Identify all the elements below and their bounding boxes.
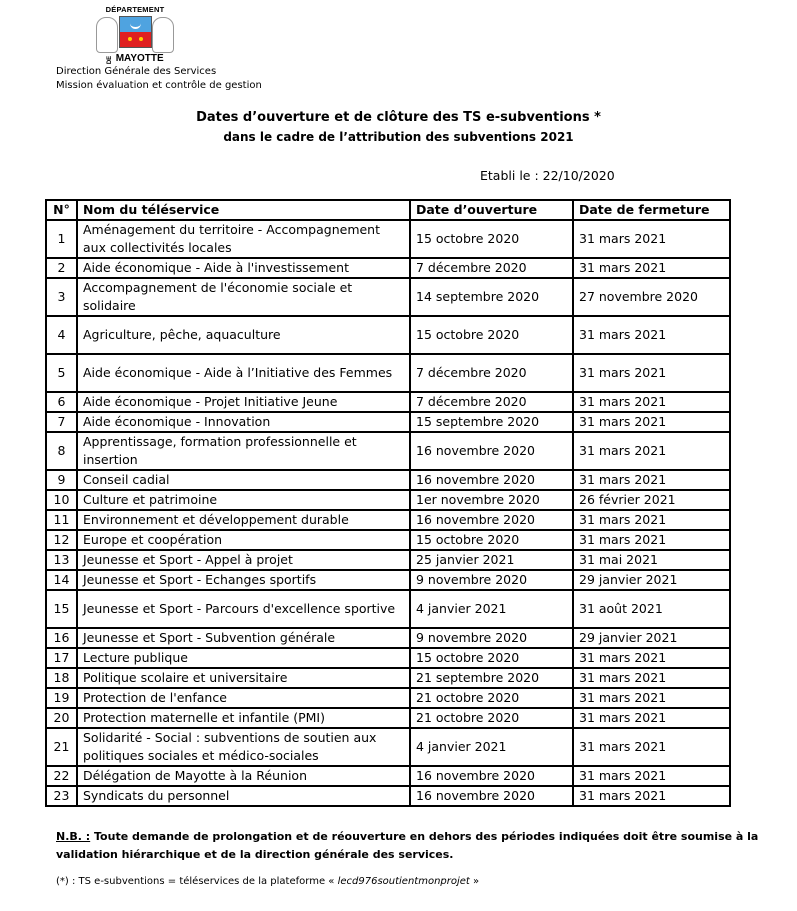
row-number: 19 bbox=[46, 688, 77, 708]
row-close-date: 31 mars 2021 bbox=[573, 648, 730, 668]
row-number: 12 bbox=[46, 530, 77, 550]
row-close-date: 31 mars 2021 bbox=[573, 412, 730, 432]
row-name: Environnement et développement durable bbox=[77, 510, 410, 530]
nb-note bbox=[56, 828, 776, 864]
row-name: Délégation de Mayotte à la Réunion bbox=[77, 766, 410, 786]
table-row bbox=[46, 708, 730, 728]
row-close-date: 29 janvier 2021 bbox=[573, 570, 730, 590]
row-open-date: 21 octobre 2020 bbox=[410, 688, 573, 708]
teleservices-table bbox=[45, 199, 731, 807]
col-header-number: N° bbox=[46, 200, 77, 220]
row-open-date: 16 novembre 2020 bbox=[410, 786, 573, 806]
row-name: Accompagnement de l'économie sociale et solidaire bbox=[77, 278, 410, 316]
row-name: Protection de l'enfance bbox=[77, 688, 410, 708]
footnote-platform: lecd976soutientmonprojet bbox=[337, 876, 470, 887]
row-name: Protection maternelle et infantile (PMI) bbox=[77, 708, 410, 728]
table-row bbox=[46, 530, 730, 550]
nb-label: N.B. : bbox=[56, 830, 91, 843]
row-open-date: 9 novembre 2020 bbox=[410, 570, 573, 590]
row-open-date: 15 octobre 2020 bbox=[410, 530, 573, 550]
org-direction: Direction Générale des Services bbox=[56, 66, 217, 77]
row-close-date: 31 mars 2021 bbox=[573, 766, 730, 786]
row-number: 6 bbox=[46, 392, 77, 412]
row-open-date: 4 janvier 2021 bbox=[410, 590, 573, 628]
coat-of-arms-icon bbox=[119, 16, 152, 48]
document-subtitle: dans le cadre de l’attribution des subventions 2021 bbox=[223, 130, 574, 144]
row-name: Jeunesse et Sport - Echanges sportifs bbox=[77, 570, 410, 590]
table-row bbox=[46, 258, 730, 278]
row-name: Aide économique - Innovation bbox=[77, 412, 410, 432]
row-close-date: 31 mars 2021 bbox=[573, 786, 730, 806]
table-row bbox=[46, 688, 730, 708]
row-close-date: 31 mars 2021 bbox=[573, 316, 730, 354]
row-number: 23 bbox=[46, 786, 77, 806]
row-open-date: 14 septembre 2020 bbox=[410, 278, 573, 316]
row-open-date: 15 octobre 2020 bbox=[410, 648, 573, 668]
row-open-date: 7 décembre 2020 bbox=[410, 392, 573, 412]
row-name: Lecture publique bbox=[77, 648, 410, 668]
footnote-suffix: » bbox=[469, 876, 480, 887]
row-close-date: 31 mars 2021 bbox=[573, 392, 730, 412]
row-number: 16 bbox=[46, 628, 77, 648]
table-row bbox=[46, 432, 730, 470]
row-number: 2 bbox=[46, 258, 77, 278]
footnote-prefix: (*) : TS e-subventions = téléservices de la plateforme « bbox=[56, 876, 338, 887]
row-number: 18 bbox=[46, 668, 77, 688]
row-close-date: 29 janvier 2021 bbox=[573, 628, 730, 648]
table-row bbox=[46, 728, 730, 766]
row-close-date: 31 mars 2021 bbox=[573, 470, 730, 490]
table-row bbox=[46, 220, 730, 258]
row-name: Aménagement du territoire - Accompagnement aux collectivités locales bbox=[77, 220, 410, 258]
row-close-date: 31 mars 2021 bbox=[573, 258, 730, 278]
row-name: Agriculture, pêche, aquaculture bbox=[77, 316, 410, 354]
table-header-row bbox=[46, 200, 730, 220]
row-close-date: 31 mars 2021 bbox=[573, 668, 730, 688]
row-open-date: 16 novembre 2020 bbox=[410, 510, 573, 530]
row-name: Aide économique - Aide à l’Initiative des Femmes bbox=[77, 354, 410, 392]
row-name: Culture et patrimoine bbox=[77, 490, 410, 510]
seahorse-left-icon bbox=[96, 17, 118, 53]
row-name: Politique scolaire et universitaire bbox=[77, 668, 410, 688]
row-open-date: 1er novembre 2020 bbox=[410, 490, 573, 510]
row-number: 13 bbox=[46, 550, 77, 570]
row-number: 9 bbox=[46, 470, 77, 490]
table-row bbox=[46, 550, 730, 570]
table-row bbox=[46, 278, 730, 316]
table-row bbox=[46, 590, 730, 628]
row-number: 1 bbox=[46, 220, 77, 258]
row-number: 22 bbox=[46, 766, 77, 786]
logo-mayotte-text bbox=[92, 53, 178, 64]
flag-red-band bbox=[120, 32, 151, 47]
row-name: Jeunesse et Sport - Subvention générale bbox=[77, 628, 410, 648]
row-name: Syndicats du personnel bbox=[77, 786, 410, 806]
established-date: Etabli le : 22/10/2020 bbox=[480, 168, 615, 183]
row-name: Jeunesse et Sport - Appel à projet bbox=[77, 550, 410, 570]
row-open-date: 9 novembre 2020 bbox=[410, 628, 573, 648]
row-open-date: 21 septembre 2020 bbox=[410, 668, 573, 688]
table-row bbox=[46, 786, 730, 806]
footnote bbox=[56, 876, 479, 887]
table-row bbox=[46, 668, 730, 688]
table-row bbox=[46, 570, 730, 590]
row-number: 7 bbox=[46, 412, 77, 432]
row-number: 3 bbox=[46, 278, 77, 316]
table-row bbox=[46, 470, 730, 490]
col-header-name: Nom du téléservice bbox=[77, 200, 410, 220]
table-row bbox=[46, 392, 730, 412]
table-row bbox=[46, 354, 730, 392]
row-close-date: 31 août 2021 bbox=[573, 590, 730, 628]
row-number: 5 bbox=[46, 354, 77, 392]
table-row bbox=[46, 412, 730, 432]
row-close-date: 31 mars 2021 bbox=[573, 510, 730, 530]
row-name: Aide économique - Projet Initiative Jeune bbox=[77, 392, 410, 412]
table-row bbox=[46, 628, 730, 648]
col-header-close-date: Date de fermeture bbox=[573, 200, 730, 220]
row-close-date: 27 novembre 2020 bbox=[573, 278, 730, 316]
col-header-open-date: Date d’ouverture bbox=[410, 200, 573, 220]
table-row bbox=[46, 510, 730, 530]
flag-blue-band bbox=[120, 17, 151, 32]
row-open-date: 16 novembre 2020 bbox=[410, 432, 573, 470]
row-close-date: 26 février 2021 bbox=[573, 490, 730, 510]
row-open-date: 15 septembre 2020 bbox=[410, 412, 573, 432]
row-open-date: 21 octobre 2020 bbox=[410, 708, 573, 728]
row-open-date: 7 décembre 2020 bbox=[410, 354, 573, 392]
table-row bbox=[46, 316, 730, 354]
row-number: 11 bbox=[46, 510, 77, 530]
row-number: 17 bbox=[46, 648, 77, 668]
row-open-date: 15 octobre 2020 bbox=[410, 220, 573, 258]
row-close-date: 31 mars 2021 bbox=[573, 530, 730, 550]
row-close-date: 31 mai 2021 bbox=[573, 550, 730, 570]
row-open-date: 4 janvier 2021 bbox=[410, 728, 573, 766]
row-open-date: 25 janvier 2021 bbox=[410, 550, 573, 570]
row-number: 20 bbox=[46, 708, 77, 728]
org-mission: Mission évaluation et contrôle de gestion bbox=[56, 80, 262, 91]
row-open-date: 16 novembre 2020 bbox=[410, 470, 573, 490]
document-title: Dates d’ouverture et de clôture des TS e-subventions * bbox=[196, 110, 601, 125]
row-number: 14 bbox=[46, 570, 77, 590]
row-name: Solidarité - Social : subventions de soutien aux politiques sociales et médico-sociales bbox=[77, 728, 410, 766]
logo-de-text: DE bbox=[107, 55, 114, 65]
row-close-date: 31 mars 2021 bbox=[573, 728, 730, 766]
row-number: 21 bbox=[46, 728, 77, 766]
nb-text: Toute demande de prolongation et de réouverture en dehors des périodes indiquées doit être soumise à la validation hiérarchique et de la direction générale des services. bbox=[56, 830, 759, 861]
logo-name-text: MAYOTTE bbox=[115, 53, 164, 64]
row-number: 8 bbox=[46, 432, 77, 470]
row-number: 4 bbox=[46, 316, 77, 354]
row-name: Conseil cadial bbox=[77, 470, 410, 490]
row-open-date: 15 octobre 2020 bbox=[410, 316, 573, 354]
row-close-date: 31 mars 2021 bbox=[573, 220, 730, 258]
row-name: Aide économique - Aide à l'investissement bbox=[77, 258, 410, 278]
row-open-date: 7 décembre 2020 bbox=[410, 258, 573, 278]
row-number: 10 bbox=[46, 490, 77, 510]
table-row bbox=[46, 766, 730, 786]
table-row bbox=[46, 490, 730, 510]
row-name: Europe et coopération bbox=[77, 530, 410, 550]
seahorse-right-icon bbox=[152, 17, 174, 53]
row-open-date: 16 novembre 2020 bbox=[410, 766, 573, 786]
row-close-date: 31 mars 2021 bbox=[573, 688, 730, 708]
row-name: Apprentissage, formation professionnelle et insertion bbox=[77, 432, 410, 470]
table-row bbox=[46, 648, 730, 668]
row-name: Jeunesse et Sport - Parcours d'excellence sportive bbox=[77, 590, 410, 628]
row-close-date: 31 mars 2021 bbox=[573, 708, 730, 728]
row-number: 15 bbox=[46, 590, 77, 628]
row-close-date: 31 mars 2021 bbox=[573, 432, 730, 470]
logo-department-text: DÉPARTEMENT bbox=[105, 5, 165, 14]
department-logo bbox=[92, 5, 178, 65]
row-close-date: 31 mars 2021 bbox=[573, 354, 730, 392]
